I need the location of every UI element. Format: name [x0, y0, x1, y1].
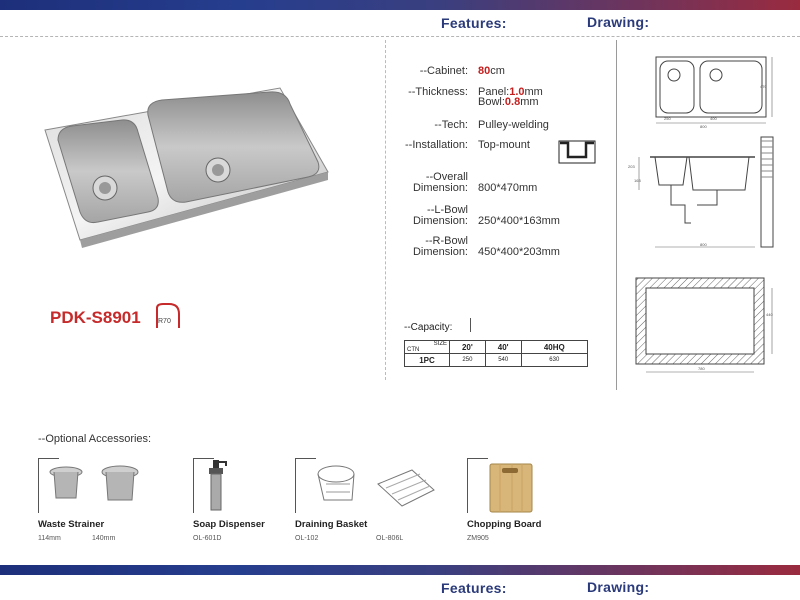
chopping-board-title: Chopping Board [467, 519, 542, 530]
dim-top-470: 470 [760, 84, 767, 89]
capacity-value-40hq: 630 [521, 354, 587, 367]
thickness-label: --Thickness: [408, 86, 468, 98]
capacity-row-label: 1PC [405, 354, 450, 367]
top-color-band [0, 0, 800, 10]
radius-corner-icon [155, 302, 185, 330]
capacity-corner-cell [405, 341, 450, 354]
draining-basket-code-2: OL-806L [376, 535, 404, 542]
sink-product-image [40, 80, 340, 260]
soap-dispenser-image [202, 458, 232, 513]
tech-label: --Tech: [434, 119, 468, 131]
capacity-value-40: 540 [485, 354, 521, 367]
features-footer-header: Features: [441, 580, 507, 596]
chopping-board-code: ZM905 [467, 535, 489, 542]
l-bowl-dimension-label: --L-Bowl Dimension: [412, 204, 468, 227]
waste-strainer-code-2: 140mm [92, 535, 116, 542]
capacity-divider [470, 318, 471, 332]
bottom-color-band [0, 565, 800, 575]
cabinet-value: 80cm [478, 65, 505, 77]
dim-cutout-440: 440 [766, 312, 773, 317]
corner-size-label: SIZE [433, 341, 447, 347]
l-bowl-dimension-value: 250*400*163mm [478, 215, 560, 227]
dim-top-800: 800 [700, 124, 707, 129]
capacity-col-40hq: 40HQ [521, 341, 587, 354]
capacity-table [404, 340, 588, 367]
spec-label-column [390, 60, 468, 260]
header-divider [0, 36, 800, 37]
right-column-divider [616, 40, 617, 390]
capacity-label: --Capacity: [404, 322, 453, 333]
dim-side-203: 203 [628, 164, 635, 169]
draining-basket-image [312, 460, 442, 515]
dim-side-800: 800 [700, 242, 707, 247]
dim-side-163: 163 [634, 178, 641, 183]
thickness-bowl-value: Bowl:0.8mm [478, 96, 539, 108]
features-header: Features: [441, 15, 507, 31]
soap-dispenser-code: OL-601D [193, 535, 222, 542]
cutout-drawing [630, 272, 780, 382]
corner-ctn-label: CTN [407, 347, 420, 353]
side-view-drawing [625, 135, 785, 255]
overall-dimension-label: --Overall Dimension: [412, 171, 468, 194]
cabinet-label: --Cabinet: [419, 65, 468, 77]
installation-value: Top-mount [478, 139, 530, 151]
thickness-panel-value: Panel:1.0mm [478, 86, 543, 98]
model-number: PDK-S8901 [50, 308, 141, 327]
tech-value: Pulley-welding [478, 119, 549, 131]
capacity-col-20: 20' [450, 341, 486, 354]
dim-top-250: 250 [664, 116, 671, 121]
radius-label: R70 [158, 318, 171, 325]
installation-label: --Installation: [405, 139, 468, 151]
draining-basket-title: Draining Basket [295, 519, 368, 530]
waste-strainer-image [46, 462, 156, 512]
r-bowl-dimension-label: --R-Bowl Dimension: [412, 235, 468, 258]
dim-top-400: 400 [710, 116, 717, 121]
soap-dispenser-title: Soap Dispenser [193, 519, 265, 530]
r-bowl-dimension-value: 450*400*203mm [478, 246, 560, 258]
capacity-col-40: 40' [485, 341, 521, 354]
dim-cutout-780: 780 [698, 366, 705, 371]
chopping-board-image [488, 462, 538, 514]
drawing-header: Drawing: [587, 14, 650, 30]
top-mount-icon [558, 139, 596, 165]
waste-strainer-code-1: 114mm [38, 535, 61, 542]
accessories-title: --Optional Accessories: [38, 433, 152, 445]
draining-basket-code-1: OL-102 [295, 535, 319, 542]
left-column-divider [385, 40, 386, 380]
capacity-value-20: 250 [450, 354, 486, 367]
top-view-drawing [630, 45, 780, 135]
drawing-footer-header: Drawing: [587, 579, 650, 595]
overall-dimension-value: 800*470mm [478, 182, 538, 194]
accessory-bracket-4 [467, 458, 488, 513]
waste-strainer-title: Waste Strainer [38, 519, 105, 530]
